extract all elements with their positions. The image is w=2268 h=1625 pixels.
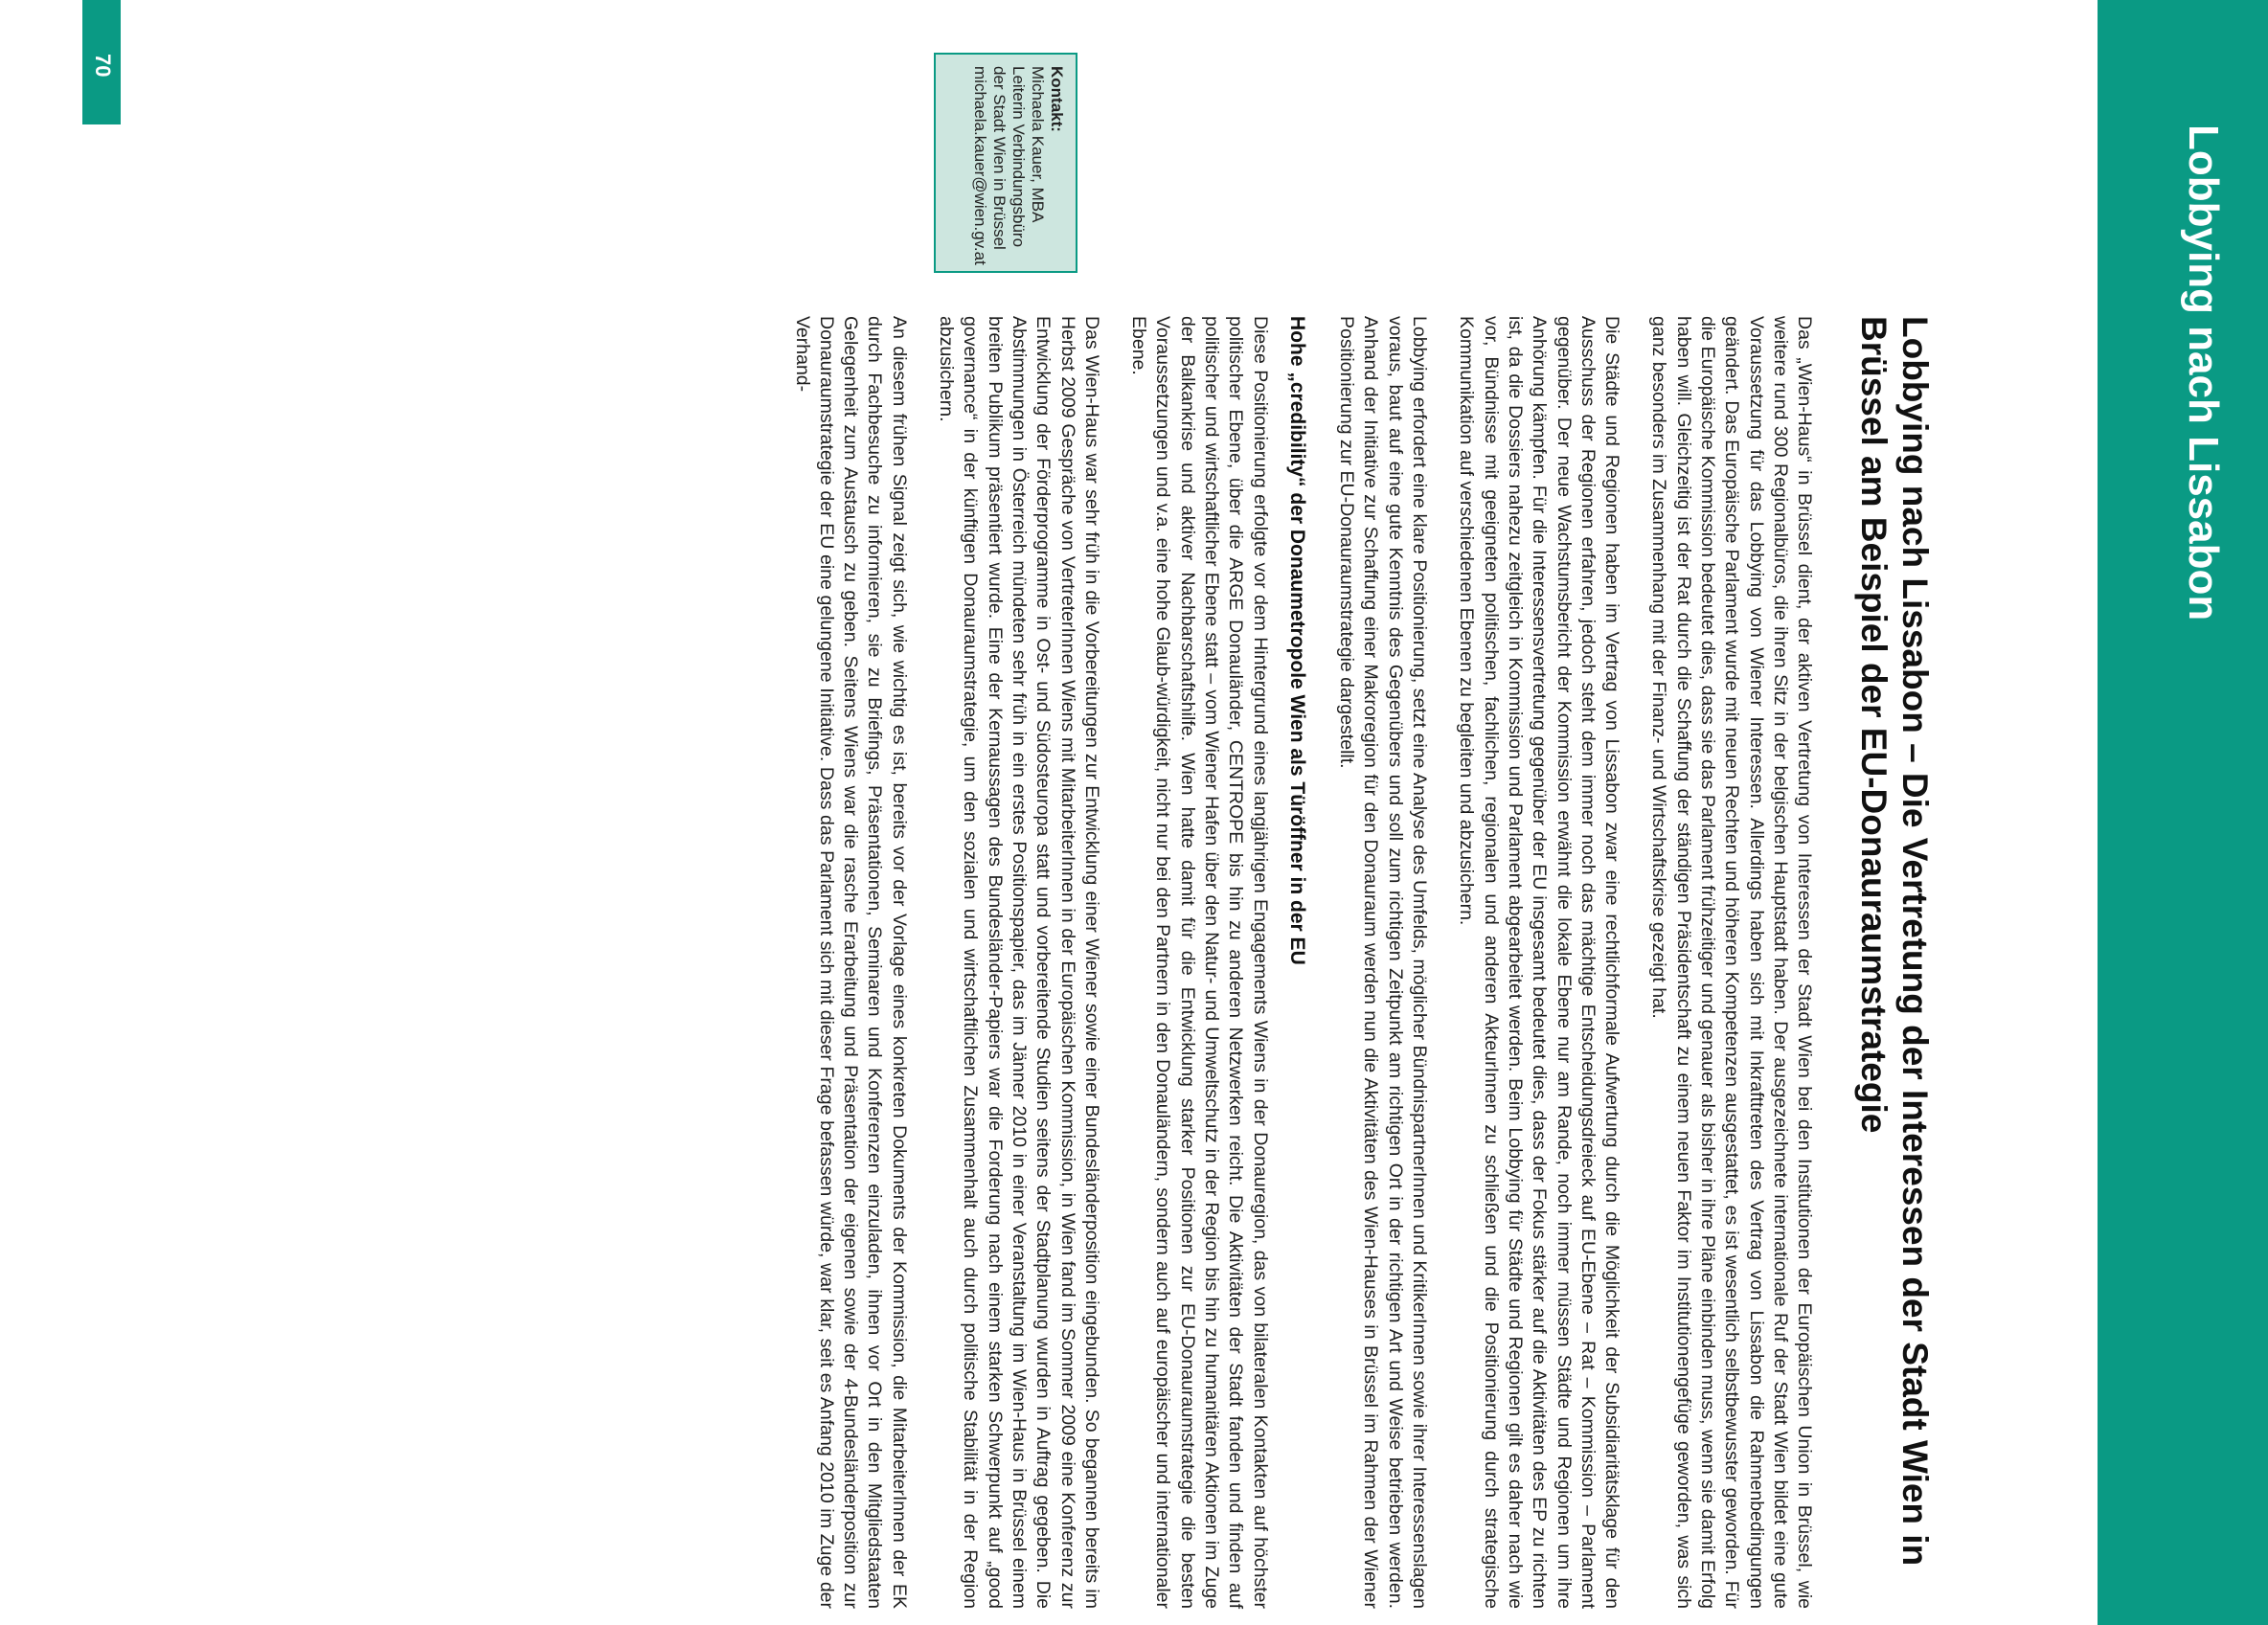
section-paragraph-3: An diesem frühen Signal zeigt sich, wie wichtig es ist, bereits vor der Vorlage eines konkreten Dokuments der Kommission, die MitarbeiterInnen der EK durch Fachbesuche zu informieren, sie zu Briefings, Präsentationen, Seminaren und Konferenzen einzuladen, ihnen vor Ort in den Mitgliedstaaten Gelegenheit zum Austausch zu geben. Seitens Wiens war die rasche Erarbeitung und Präsentation der eigenen sowie der 4-Bundesländerposition zur Donauraumstrategie der EU eine gelungene Initiative. Dass das Parlament sich mit dieser Frage befassen würde, war klar, seit es Anfang 2010 im Zuge der Verhand- [791, 316, 910, 1609]
contact-heading: Kontakt: [1048, 66, 1066, 132]
section-paragraph-1: Diese Positionierung erfolgte vor dem Hintergrund eines langjährigen Engagements Wiens in der Donauregion, das von bilateralen Kontakten auf höchster politischer Ebene, über die ARGE Donauländer, CENTROPE bis hin zu anderen Netzwerken reicht. Die Aktivitäten der Stadt fanden und finden auf politischer und wirtschaftlicher Ebene statt – vom Wiener Hafen über den Natur- und Umweltschutz in der Region bis hin zu humanitären Aktionen im Zuge der Balkankrise und aktiver Nachbarschaftshilfe. Wien hatte damit für die Entwicklung starker Positionen zur EU-Donauraumstrategie die besten Voraussetzungen und v.a. eine hohe Glaub-würdigkeit, nicht nur bei den Partnern in den Donauländern, sondern auch auf europäischer und internationaler Ebene. [1128, 316, 1271, 1609]
section-paragraph-2: Das Wien-Haus war sehr früh in die Vorbereitungen zur Entwicklung einer Wiener sowie einer Bundesländerposition eingebunden. So begannen bereits im Herbst 2009 Gespräche von VertreterInnen Wiens mit MitarbeiterInnen in der Europäischen Kommission, in Wien fand im Sommer 2009 eine Konferenz zur Entwicklung der Förderprogramme in Ost- und Südosteuropa statt und vorbereitende Studien seitens der Stadtplanung wurden in Auftrag gegeben. Die Abstimmungen in Österreich mündeten sehr früh in ein erstes Positionspapier, das im Jänner 2010 in einer Veranstaltung im Wien-Haus in Brüssel einem breiten Publikum präsentiert wurde. Eine der Kernaussagen des Bundesländer-Papiers war die Forderung nach einem starken Schwerpunkt auf „good governance“ in der künftigen Donauraumstrategie, um den sozialen und wirtschaftlichen Zusammenhalt auch durch politische Stabilität in der Region abzusichern. [936, 316, 1102, 1609]
paragraph-2: Die Städte und Regionen haben im Vertrag von Lissabon zwar eine rechtlichformale Aufwertung durch die Möglichkeit der Subsidiaritätsklage für den Ausschuss der Regionen erfahren, jedoch steht dem immer noch das mächtige Entscheidungsdreieck auf EU-Ebene – Rat – Kommission – Parlament gegenüber. Der neue Wachstumsbericht der Kommission erwähnt die lokale Ebene nur am Rande, noch immer müssen Städte und Regionen um ihre Anhörung kämpfen. Für die Interessensvertretung gegenüber der EU insgesamt bedeutet dies, dass der Fokus stärker auf die Aktivitäten des EP zu richten ist, da die Dossiers nahezu zeitgleich in Kommission und Parlament abgearbeitet werden. Beim Lobbying für Städte und Regionen gilt es daher nach wie vor, Bündnisse mit geeigneten politischen, fachlichen, regionalen und anderen AkteurInnen zu schließen und die Positionierung durch strategische Kommunikation auf verschiedenen Ebenen zu begleiten und abzusichern. [1456, 316, 1623, 1609]
running-title: Lobbying nach Lissabon [2180, 124, 2227, 621]
article-page [115, 316, 1935, 1609]
contact-role-line-1: Leiterin Verbindungsbüro [1009, 66, 1028, 248]
section-heading: Hohe „credibility“ der Donaumetropole Wien als Türöffner in der EU [1285, 316, 1308, 965]
article-title: Lobbying nach Lissabon – Die Vertretung der Interessen der Stadt Wien in Brüssel am Beispiel der EU-Donauraumstrategie [1854, 316, 1935, 1567]
contact-name: Michaela Kauer, MBA [1029, 66, 1047, 223]
page-number: 70 [91, 54, 115, 78]
paragraph-3: Lobbying erfordert eine klare Positionierung, setzt eine Analyse des Umfelds, möglicher BündnispartnerInnen und KritikerInnen sowie ihrer Interessenslagen voraus, baut auf eine gute Kenntnis des Gegenübers und soll zum richtigen Zeitpunkt am richtigen Ort in der richtigen Art und Weise betrieben werden. Anhand der Initiative zur Schaffung einer Makroregion für den Donauraum werden nun die Aktivitäten des Wien-Hauses in Brüssel im Rahmen der Wiener Positionierung zur EU-Donauraumstrategie dargestellt. [1336, 316, 1431, 1609]
contact-box [934, 53, 1077, 273]
contact-role-line-2: der Stadt Wien in Brüssel [990, 66, 1009, 250]
article-content [766, 316, 1935, 1609]
paragraph-1: Das „Wien-Haus“ in Brüssel dient, der aktiven Vertretung von Interessen der Stadt Wien bei den Institutionen der Europäischen Union in Brüssel, wie weitere rund 300 Regionalbüros, die ihren Sitz in der belgischen Hauptstadt haben. Der ausgezeichnete internationale Ruf der Stadt Wien bildet eine gute Voraussetzung für das Lobbying von Wiener Interessen. Allerdings haben sich mit Inkrafttreten des Vertrag von Lissabon die Rahmenbedingungen geändert. Das Europäische Parlament wurde mit neuen Rechten und höheren Kompetenzen ausgestattet, es ist wesentlich selbstbewusster geworden. Für die Europäische Kommission bedeutet dies, dass sie das Parlament frühzeitiger und genauer als bisher in ihre Pläne einbinden muss, wenn sie damit Erfolg haben will. Gleichzeitig ist der Rat durch die Schaffung der ständigen Präsidentschaft zu einem neuen Faktor im Institutionengefüge geworden, was sich ganz besonders im Zusammenhang mit der Finanz- und Wirtschaftskrise gezeigt hat. [1648, 316, 1816, 1609]
contact-email[interactable]: michaela.kauer@wien.gv.at [971, 66, 989, 265]
